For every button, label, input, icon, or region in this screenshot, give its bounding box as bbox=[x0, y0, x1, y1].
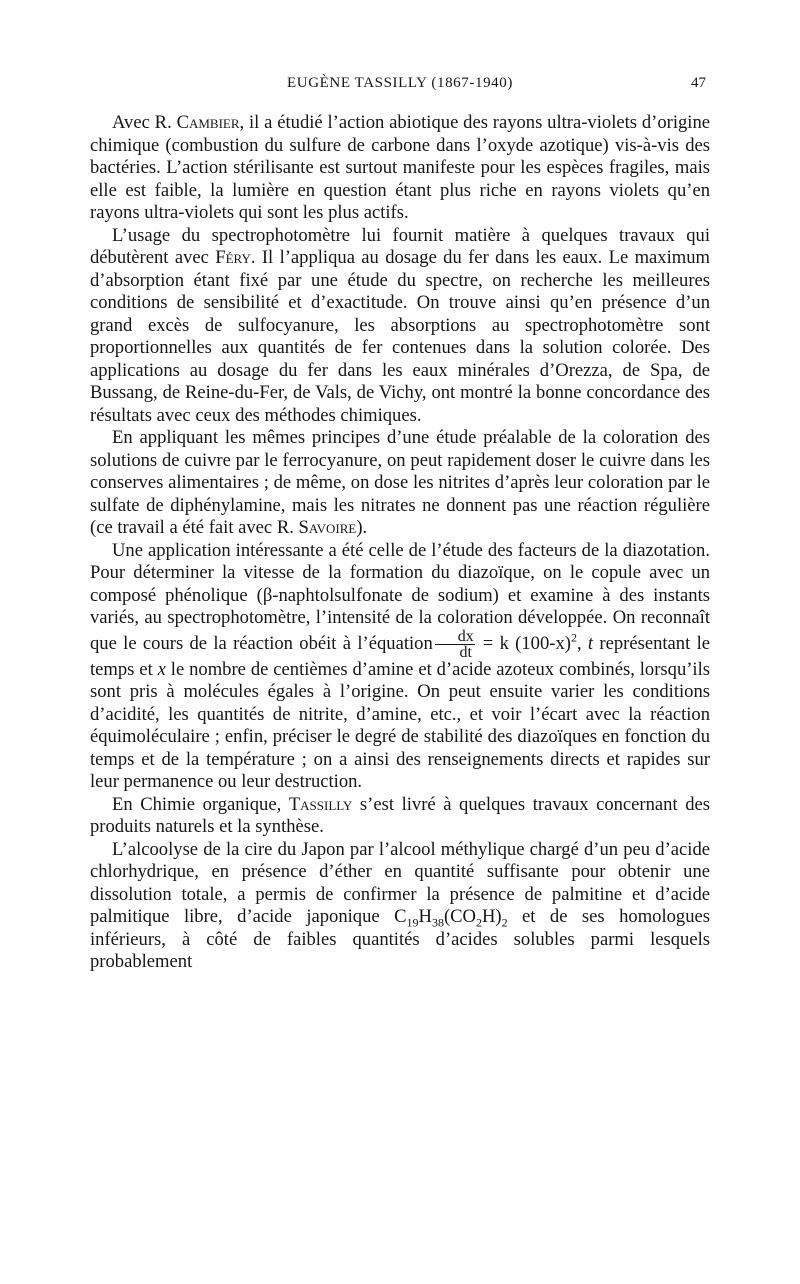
body-text bbox=[90, 112, 710, 974]
paragraph-6: L’alcoolyse de la cire du Japon par l’alcool méthylique chargé d’un peu d’acide chlorhydrique, en présence d’éther en quantité suffisante pour obtenir une dissolution totale, a permis de confirmer la présence de palmitine et d’acide palmitique libre, d’acide japonique $C_{19}H_{38}(CO_2H)_2$ et de ses homologues inférieurs, à côté de faibles quantités d’acides solubles parmi lesquels probablement bbox=[90, 838, 710, 972]
equation-rhs: = k (100-x) bbox=[482, 632, 571, 654]
paragraph-3: En appliquant les mêmes principes d’une étude préalable de la coloration des solutions de cuivre par le ferrocyanure, on peut rapidement doser le cuivre dans les conserves alimentaires ; de même, on dose les nitrites d’après leur coloration par le sulfate de diphénylamine, mais les nitrates ne donnent pas une réaction régulière (ce travail a été fait avec R. Savoire). bbox=[90, 427, 710, 538]
fraction-numerator: dx bbox=[435, 630, 475, 645]
paragraph-5: En Chimie organique, Tassilly s’est livré à quelques travaux concernant des produits naturels et la synthèse. bbox=[90, 793, 710, 837]
paragraph-4: Une application intéressante a été celle de l’étude des facteurs de la diazotation. Pour déterminer la vitesse de la formation du diazoïque, on le copule avec un composé phénolique (β-naphtolsulfonate de sodium) et examine à des instants variés, au spectrophotomètre, l’intensité de la coloration développée. On reconnaît que le cours de la réaction obéit à l’équation $\frac{dx}{dt}$ = k $(100-x)^2$, t représentant le temps et x le nombre de centièmes d’amine et d’acide azoteux combinés, lorsqu’ils sont pris à molécules égales à l’origine. On peut ensuite varier les conditions d’acidité, les quantités de nitrite, d’amine, etc., et voir l’écart avec la réaction équimoléculaire ; enfin, préciser le degré de stabilité des diazoïques en fonction du temps et de la température ; on a ainsi des renseignements directs et rapides sur leur permanence ou leur destruction. bbox=[90, 539, 711, 792]
equation-exponent: 2 bbox=[570, 630, 577, 645]
person-name: Savoire bbox=[298, 517, 357, 538]
fraction-denominator: dt bbox=[459, 643, 472, 661]
paragraph-2: L’usage du spectrophotomètre lui fournit matière à quelques travaux qui débutèrent avec Féry. Il l’appliqua au dosage du fer dans les eaux. Le maximum d’absorption étant fixé par une étude du spectre, on recherche les meilleures conditions de sensibilité et d’exactitude. On trouve ainsi qu’en présence d’un grand excès de sulfocyanure, les absorptions au spectrophotomètre sont proportionnelles aux quantités de fer contenues dans la solution colorée. Des applications au dosage du fer dans les eaux minérales d’Orezza, de Spa, de Bussang, de Reine-du-Fer, de Vals, de Vichy, ont montré la bonne concordance des résultats avec ceux des méthodes chimiques. bbox=[90, 224, 710, 426]
variable-t: t bbox=[587, 632, 594, 654]
paragraph-1: Avec R. Cambier, il a étudié l’action abiotique des rayons ultra-violets d’origine chimique (combustion du sulfure de carbone dans l’oxyde azotique) vis-à-vis des bactéries. L’action stérilisante est surtout manifeste pour les espèces fragiles, mais elle est faible, la lumière en question étant plus riche en rayons violets qu’en rayons ultra-violets qui sont les plus actifs. bbox=[90, 112, 710, 223]
running-head: EUGÈNE TASSILLY (1867-1940) bbox=[287, 75, 513, 91]
person-name: Féry bbox=[215, 247, 251, 268]
equation-fraction bbox=[435, 627, 475, 661]
person-name: Cambier bbox=[176, 112, 240, 133]
variable-x: x bbox=[157, 658, 166, 680]
person-name: Tassilly bbox=[288, 793, 353, 815]
page-number: 47 bbox=[691, 75, 706, 91]
page-header bbox=[90, 75, 710, 99]
